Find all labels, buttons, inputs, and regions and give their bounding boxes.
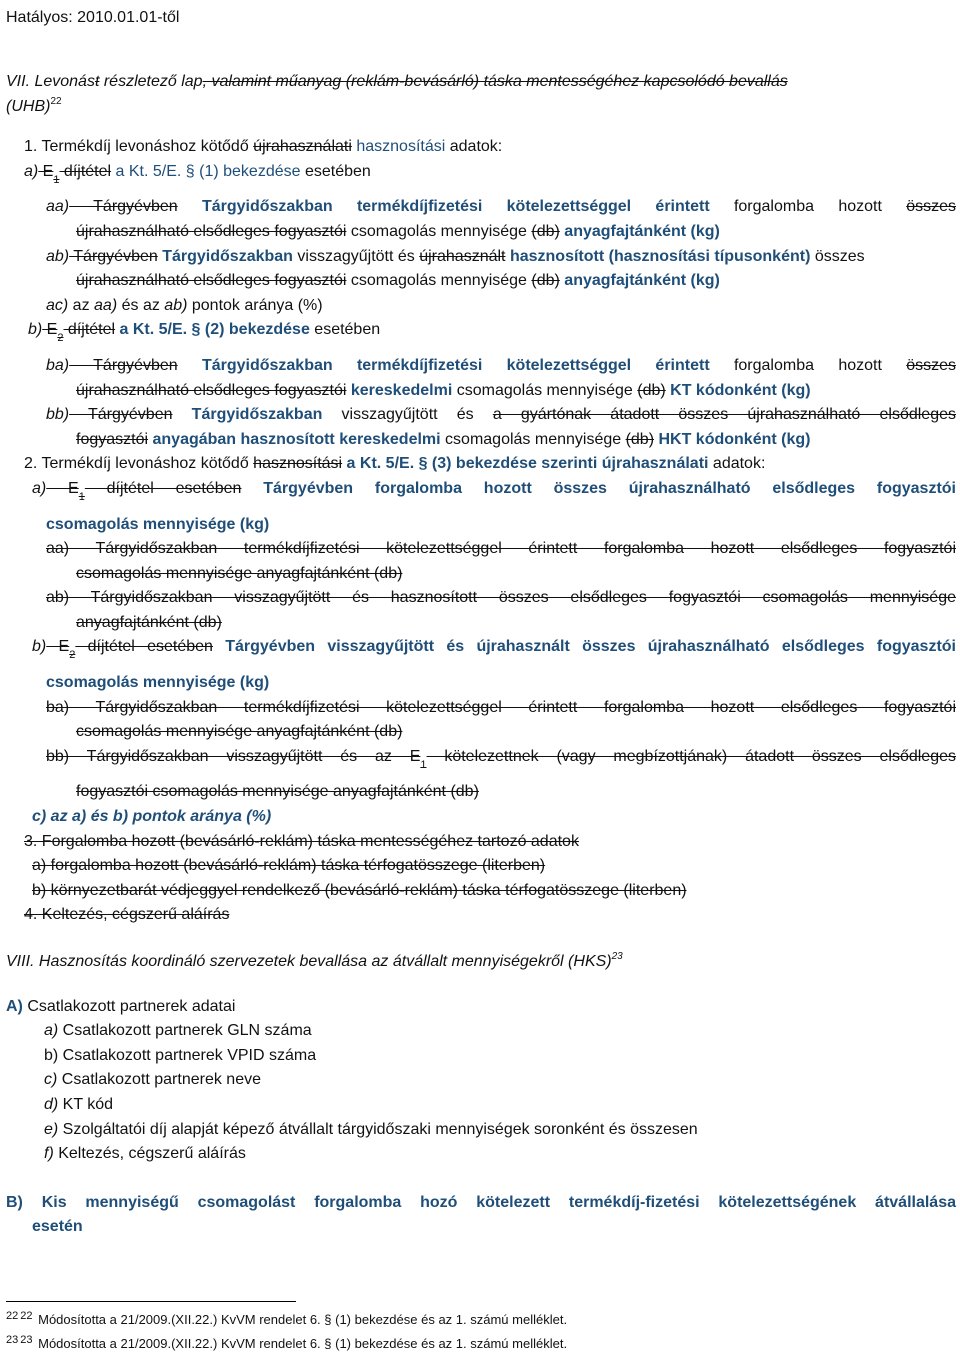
s2-a-cont: csomagolás mennyisége (kg) [46,515,270,533]
footnote-separator [6,1301,296,1302]
s1-ab: ab) Tárgyévben Tárgyidőszakban visszagyűjtött és újrahasznált hasznosított (hasznosítási típusonként) összes [46,247,865,265]
s3-b: b) környezetbarát védjeggyel rendelkező (bevásárló-reklám) táska térfogatösszege (literben) [32,881,687,899]
s3-heading: 3. Forgalomba hozott (bevásárló-reklám) táska mentességéhez tartozó adatok [24,832,579,850]
footnote-ref-22: 22 [50,95,62,107]
footnote-ref-23: 23 [611,951,623,962]
viii-b-heading-cont: esetén [32,1218,83,1236]
s1-bb-cont: fogyasztói anyagában hasznosított kereskedelmi csomagolás mennyisége (db) HKT kódonként (kg) [76,430,811,448]
s2-b: b) $E_2$ díjtétel esetében Tárgyévben visszagyűjtött és újrahasznált összes újrahasználható elsődleges fogyasztói [32,638,957,662]
s2-bb-cont: fogyasztói csomagolás mennyisége anyagfajtánként (db) [76,783,479,801]
s3-a: a) forgalomba hozott (bevásárló-reklám) táska térfogatösszege (literben) [32,857,546,875]
s2-aa-cont: csomagolás mennyisége anyagfajtánként (db) [76,564,403,582]
s2-c: c) az a) és b) pontok aránya (%) [32,808,272,826]
viii-b-heading: B) Kis mennyiségű csomagolást forgalomba hozó kötelezett termékdíj-fizetési kötelezettségének átvállalása [6,1193,956,1211]
s1-ac: ac) az aa) és az ab) pontok aránya (%) [46,296,323,314]
page-header: Hatályos: 2010.01.01-től [6,9,180,26]
s2-ab-cont: anyagfajtánként (db) [76,613,222,631]
s1-ba: ba) Tárgyévben Tárgyidőszakban termékdíjfizetési kötelezettséggel érintett forgalomba hozott összes [46,356,956,374]
s2-a: a) $E_1$ díjtétel esetében Tárgyévben forgalomba hozott összes újrahasználható elsődleges fogyasztói [32,479,956,503]
s2-bb: bb) Tárgyidőszakban visszagyűjtött és az $E_1$ kötelezettnek (vagy megbízottjának) átadott összes elsődleges [46,747,956,771]
viii-a-item: b) Csatlakozott partnerek VPID száma [44,1046,317,1064]
s1-b: b) $E_2$ díjtétel a Kt. 5/E. § (2) bekezdése esetében [28,321,381,345]
s2-b-cont: csomagolás mennyisége (kg) [46,674,270,692]
s1-ba-cont: újrahasználható elsődleges fogyasztói kereskedelmi csomagolás mennyisége (db) KT kódonként (kg) [76,381,811,399]
s2-ba-cont: csomagolás mennyisége anyagfajtánként (db) [76,723,403,741]
s2-ba: ba) Tárgyidőszakban termékdíjfizetési kötelezettséggel érintett forgalomba hozott elsődleges fogyasztói [46,698,956,716]
document-body [6,70,956,1240]
viii-a-item: f) Keltezés, cégszerű aláírás [44,1145,246,1163]
s1-heading: 1. Termékdíj levonáshoz kötődő újrahasználati hasznosítási adatok: [24,138,503,156]
footnote-22: $^{22}$ $^{22}$ Módosította a 21/2009.(XII.22.) KvVM rendelet 6. § (1) bekezdése és az 1. számú melléklet. [6,1310,568,1327]
s2-aa: aa) Tárgyidőszakban termékdíjfizetési kötelezettséggel érintett forgalomba hozott elsődleges fogyasztói [46,540,956,558]
viii-a-heading: A) Csatlakozott partnerek adatai [6,997,236,1015]
viii-a-item: a) Csatlakozott partnerek GLN száma [44,1022,312,1040]
footnote-23: $^{23}$ $^{23}$ Módosította a 21/2009.(XII.22.) KvVM rendelet 6. § (1) bekezdése és az 1. számú melléklet. [6,1334,568,1351]
section-viii-title: VIII. Hasznosítás koordináló szervezetek bevallása az átvállalt mennyiségekről (HKS)$^{23}$ [6,951,623,970]
viii-a-item: d) KT kód [44,1095,114,1113]
section-vii-title-cont: (UHB)$^{22}$ [6,95,62,115]
s2-ab: ab) Tárgyidőszakban visszagyűjtött és hasznosított összes elsődleges fogyasztói csomagolás mennyisége [46,589,956,607]
s1-aa: aa) Tárgyévben Tárgyidőszakban termékdíjfizetési kötelezettséggel érintett forgalomba hozott összes [46,198,956,216]
s4-heading: 4. Keltezés, cégszerű aláírás [24,906,230,924]
s1-aa-cont: újrahasználható elsődleges fogyasztói csomagolás mennyisége (db) anyagfajtánként (kg) [76,222,720,240]
section-vii-title: VII. Levonást részletező lap, valamint műanyag (reklám-bevásárló) táska mentességéhez kapcsolódó bevallás [6,73,788,90]
viii-a-item: e) Szolgáltatói díj alapját képező átvállalt tárgyidőszaki mennyiségek soronként és összesen [44,1120,698,1138]
viii-a-list [6,1019,956,1167]
s1-ab-cont: újrahasználható elsődleges fogyasztói csomagolás mennyisége (db) anyagfajtánként (kg) [76,272,720,290]
viii-a-item: c) Csatlakozott partnerek neve [44,1071,261,1089]
s1-a: a) $E_1$ díjtétel a Kt. 5/E. § (1) bekezdése esetében [24,162,371,186]
s2-heading: 2. Termékdíj levonáshoz kötődő hasznosítási a Kt. 5/E. § (3) bekezdése szerinti újrahasználati adatok: [24,455,766,473]
s1-bb: bb) Tárgyévben Tárgyidőszakban visszagyűjtött és a gyártónak átadott összes újrahasználható elsődleges [46,406,956,424]
